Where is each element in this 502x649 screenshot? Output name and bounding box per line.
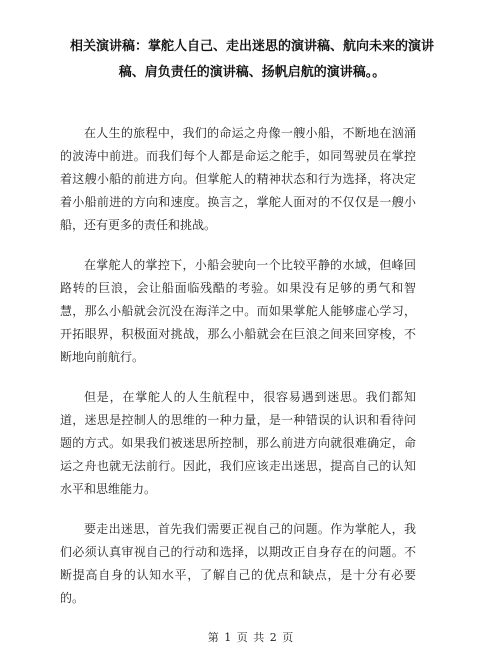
paragraph-3: 但是，在掌舵人的人生航程中，很容易遇到迷思。我们都知道，迷思是控制人的思维的一种力量，是一种错误的认识和看待问题的方式。如果我们被迷思所控制，那么前进方向就很难确定，命运之舟也就无法前行。因此，我们应该走出迷思，提高自己的认知水平和思维能力。	[60, 390, 416, 496]
paragraph-1: 在人生的旅程中，我们的命运之舟像一艘小船，不断地在汹涌的波涛中前进。而我们每个人都是命运之舵手，如同驾驶员在掌控着这艘小船的前进方向。但掌舵人的精神状态和行为选择，将决定着小船前进的方向和速度。换言之，掌舵人面对的不仅仅是一艘小船，还有更多的责任和挑战。	[60, 126, 416, 232]
page-number-footer: 第 1 页 共 2 页	[207, 631, 295, 644]
document-title: 相关演讲稿：掌舵人自己、走出迷思的演讲稿、航向未来的演讲稿、肩负责任的演讲稿、扬帆启航的演讲稿。。	[69, 39, 434, 80]
paragraph-2: 在掌舵人的掌控下，小船会驶向一个比较平静的水域，但峰回路转的巨浪，会让船面临残酷的考验。如果没有足够的勇气和智慧，那么小船就会沉没在海洋之中。而如果掌舵人能够虚心学习，开拓眼界，积极面对挑战，那么小船就会在巨浪之间来回穿梭，不断地向前航行。	[60, 258, 416, 364]
document-body	[60, 122, 416, 627]
paragraph-4: 要走出迷思，首先我们需要正视自己的问题。作为掌舵人，我们必须认真审视自己的行动和选择，以期改正自身存在的问题。不断提高自身的认知水平，了解自己的优点和缺点，是十分有必要的。	[60, 522, 416, 605]
